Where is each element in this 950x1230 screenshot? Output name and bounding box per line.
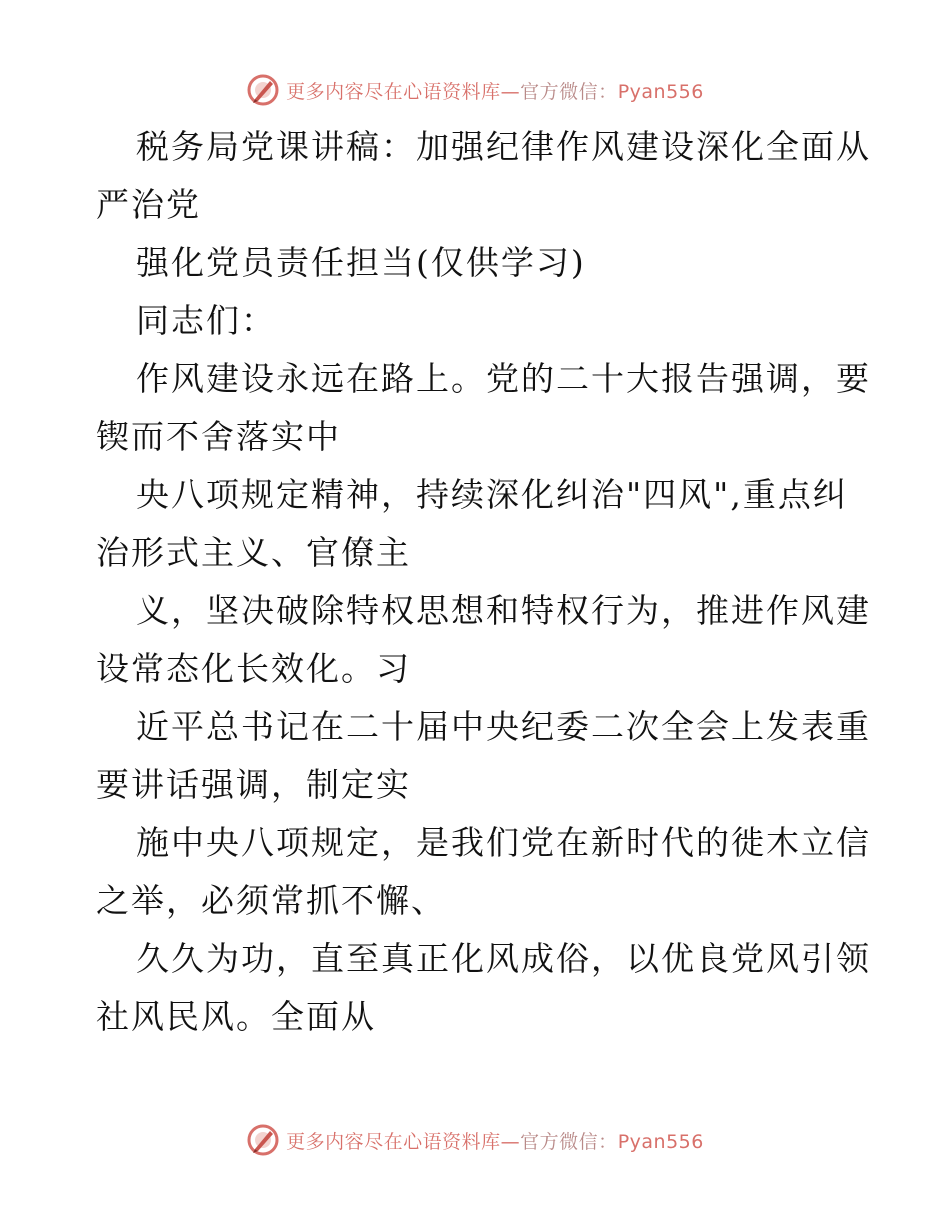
text-line: 施中央八项规定，是我们党在新时代的徙木立信: [136, 823, 871, 862]
text-line: 治形式主义、官僚主: [96, 533, 411, 572]
watermark-text: 更多内容尽在心语资料库—官方微信：Pyan556: [286, 1130, 704, 1153]
watermark-text: 更多内容尽在心语资料库—官方微信：Pyan556: [286, 80, 704, 103]
text-line: 设常态化长效化。习: [96, 649, 411, 688]
text-line: 锲而不舍落实中: [96, 417, 341, 456]
pen-logo-icon: [246, 73, 280, 107]
text-line: 税务局党课讲稿：加强纪律作风建设深化全面从: [136, 127, 871, 166]
text-line: 之举，必须常抓不懈、: [96, 881, 446, 920]
document-body: [96, 118, 871, 1046]
text-line: 强化党员责任担当(仅供学习): [136, 243, 586, 282]
text-line: 近平总书记在二十届中央纪委二次全会上发表重: [136, 707, 871, 746]
pen-logo-icon: [246, 1123, 280, 1157]
header-watermark: [0, 68, 950, 112]
footer-watermark: [0, 1118, 950, 1162]
text-line: 社风民风。全面从: [96, 997, 376, 1036]
text-line: 要讲话强调，制定实: [96, 765, 411, 804]
text-line: 义，坚决破除特权思想和特权行为，推进作风建: [136, 591, 871, 630]
text-line: 久久为功，直至真正化风成俗，以优良党风引领: [136, 939, 871, 978]
text-line: 同志们：: [136, 301, 276, 340]
text-line: 严治党: [96, 185, 201, 224]
text-line: 央八项规定精神，持续深化纠治"四风",重点纠: [136, 475, 848, 514]
text-line: 作风建设永远在路上。党的二十大报告强调，要: [136, 359, 871, 398]
